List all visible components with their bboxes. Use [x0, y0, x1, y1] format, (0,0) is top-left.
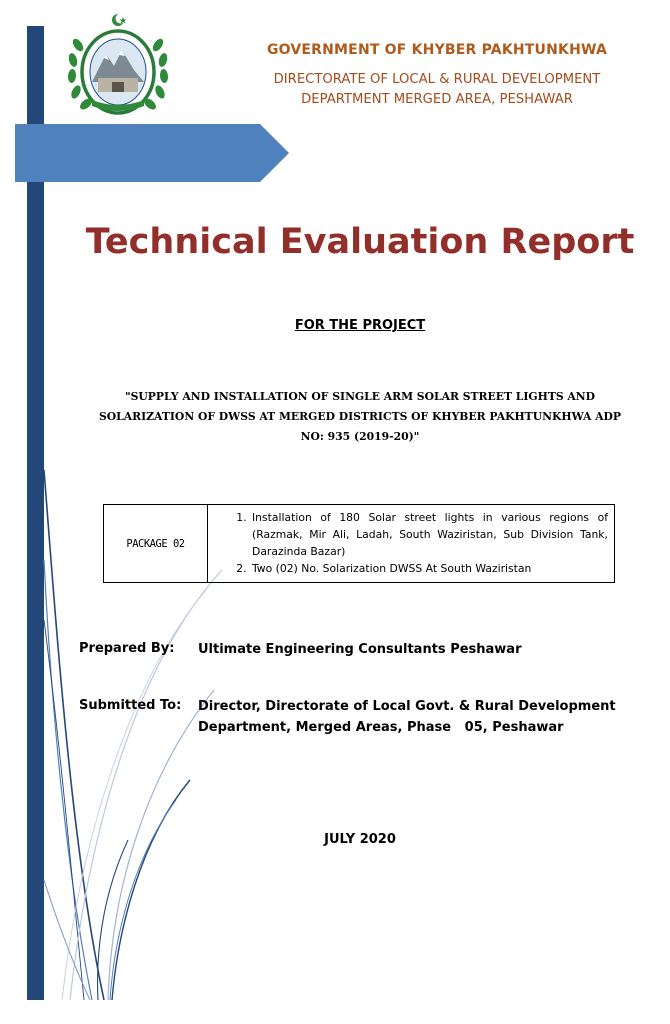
submitted-to-line-2: Department, Merged Areas, Phase 05, Peshawar — [198, 720, 564, 735]
submitted-to-line-1: Director, Directorate of Local Govt. & Rural Development — [198, 699, 616, 714]
prepared-by-value: Ultimate Engineering Consultants Peshawar — [198, 642, 522, 657]
submitted-to-value — [198, 696, 638, 738]
directorate-name — [222, 70, 652, 110]
khyber-pakhtunkhwa-emblem-icon — [67, 14, 168, 114]
package-item: 1. Installation of 180 Solar street lights in various regions of (Razmak, Mir Ali, Ladah, South Waziristan, Sub Division Tank, Darazinda Bazar) — [250, 509, 608, 560]
package-items — [208, 505, 614, 582]
package-table — [103, 504, 615, 583]
directorate-line-2: DEPARTMENT MERGED AREA, PESHAWAR — [301, 92, 573, 107]
package-label: PACKAGE 02 — [104, 505, 208, 582]
project-name — [62, 387, 658, 447]
government-name: GOVERNMENT OF KHYBER PAKHTUNKHWA — [266, 42, 608, 58]
project-line-2: SOLARIZATION OF DWSS AT MERGED DISTRICTS OF KHYBER PAKHTUNKHWA ADP — [98, 410, 621, 423]
for-the-project-heading: FOR THE PROJECT — [294, 318, 426, 333]
submitted-to-label: Submitted To: — [79, 698, 182, 713]
directorate-line-1: DIRECTORATE OF LOCAL & RURAL DEVELOPMENT — [273, 72, 601, 87]
project-line-1: "SUPPLY AND INSTALLATION OF SINGLE ARM SOLAR STREET LIGHTS AND — [124, 390, 596, 403]
package-item: 2. Two (02) No. Solarization DWSS At South Waziristan — [250, 560, 608, 577]
prepared-by-label: Prepared By: — [79, 641, 175, 656]
project-line-3: NO: 935 (2019-20)" — [300, 430, 420, 443]
report-title: Technical Evaluation Report — [85, 222, 635, 262]
report-date: JULY 2020 — [324, 832, 396, 847]
arrow-banner — [15, 124, 289, 182]
